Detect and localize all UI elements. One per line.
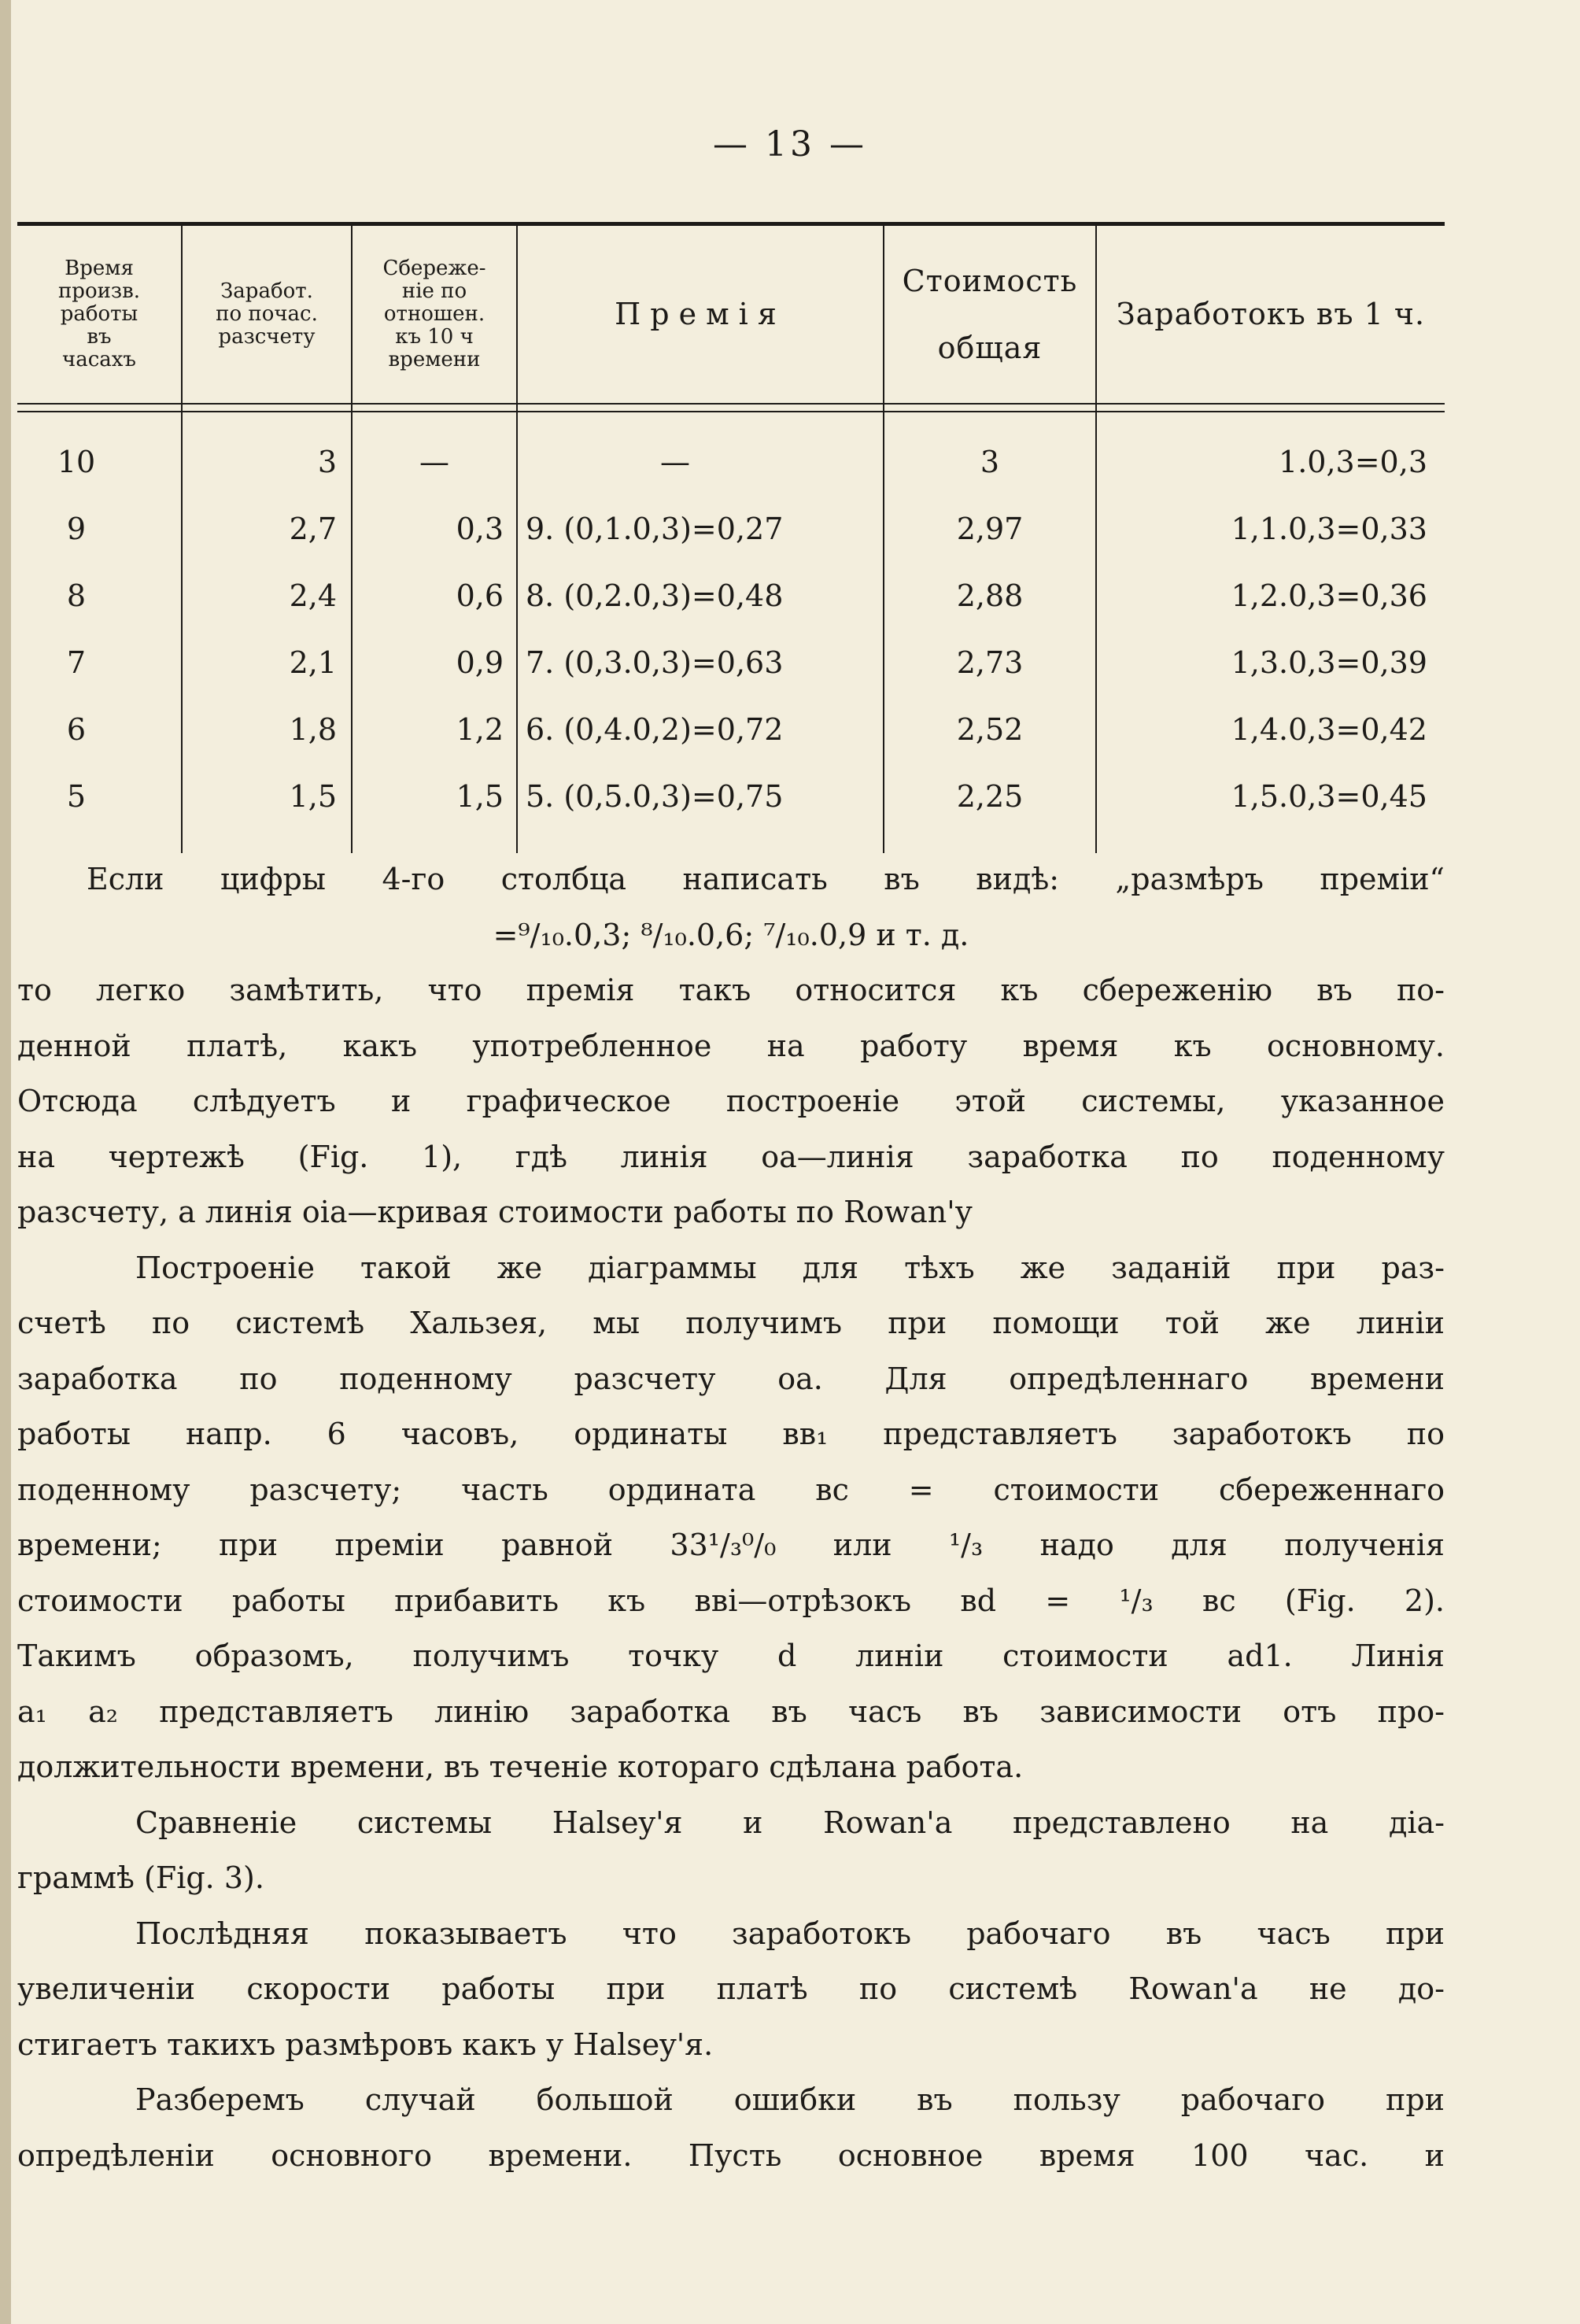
cell-total-cost: 3	[980, 444, 1000, 479]
cell-savings: 0,3	[456, 511, 504, 546]
cell-time: 5	[66, 778, 87, 814]
text-line: должительности времени, въ теченіе котораго сдѣлана работа.	[17, 1749, 1024, 1784]
cell-time: 8	[66, 578, 87, 613]
cell-hourly: 1,2.0,3=0,36	[1231, 578, 1427, 613]
header-wage: Заработ. по почас. разсчету	[216, 279, 318, 349]
text-line: увеличеніи скорости работы при платѣ по системѣ Rowan'а не до-	[17, 1971, 1445, 2006]
text-line: времени; при преміи равной 33¹/₃⁰/₀ или ¹/₃ надо для полученія	[17, 1528, 1445, 1562]
text-line: поденному разсчету; часть ордината вс = стоимости сбереженнаго	[17, 1472, 1445, 1507]
page-number: — 13 —	[713, 124, 867, 164]
cell-hourly: 1,3.0,3=0,39	[1231, 645, 1427, 680]
text-line: счетѣ по системѣ Хальзея, мы получимъ при помощи той же линіи	[17, 1306, 1445, 1340]
table-header-rule-2	[17, 411, 1445, 412]
cell-time: 6	[66, 711, 87, 747]
text-line: работы напр. 6 часовъ, ординаты вв₁ представляетъ заработокъ по	[17, 1417, 1445, 1451]
cell-wage: 2,7	[289, 511, 337, 546]
header-premium: Премія	[615, 297, 786, 332]
cell-time: 9	[66, 511, 87, 546]
cell-savings: 1,2	[456, 711, 504, 747]
cell-premium: 8. (0,2.0,3)=0,48	[526, 578, 784, 613]
cell-wage: 2,1	[289, 645, 337, 680]
cell-savings: 0,9	[456, 645, 504, 680]
cell-wage: 1,5	[289, 778, 337, 814]
cell-time: 10	[57, 444, 96, 479]
cell-total-cost: 2,88	[956, 578, 1024, 613]
text-line: на чертежѣ (Fig. 1), гдѣ линія оа—линія заработка по поденному	[17, 1139, 1445, 1174]
cell-hourly: 1,1.0,3=0,33	[1231, 511, 1427, 546]
text-line: опредѣленіи основного времени. Пусть основное время 100 час. и	[17, 2137, 1445, 2173]
table-row	[17, 696, 1445, 763]
text-line: Если цифры 4-го столбца написать въ видѣ: „размѣръ преміи“	[87, 862, 1445, 896]
header-savings: Сбереже- ніе по отношен. къ 10 ч времени	[382, 256, 486, 372]
header-time: Время произв. работы въ часахъ	[57, 256, 141, 372]
cell-total-cost: 2,52	[956, 711, 1024, 747]
text-line: Послѣдняя показываетъ что заработокъ рабочаго въ часъ при	[135, 1916, 1445, 1951]
text-line: денной платѣ, какъ употребленное на работу время къ основному.	[17, 1028, 1445, 1063]
cell-wage: 2,4	[289, 578, 337, 613]
text-line: a₁ a₂ представляетъ линію заработка въ часъ въ зависимости отъ про-	[17, 1694, 1445, 1729]
table-row	[17, 428, 1445, 495]
text-line: разсчету, а линія оіа—кривая стоимости работы по Rowan'у	[17, 1195, 973, 1229]
text-line: =⁹/₁₀.0,3; ⁸/₁₀.0,6; ⁷/₁₀.0,9 и т. д.	[493, 917, 969, 952]
text-line: стигаетъ такихъ размѣровъ какъ у Halsey'я.	[17, 2027, 714, 2062]
cell-total-cost: 2,25	[956, 778, 1024, 814]
text-line: Такимъ образомъ, получимъ точку d линіи стоимости ad1. Линія	[17, 1639, 1445, 1673]
text-line: Отсюда слѣдуетъ и графическое построеніе этой системы, указанное	[17, 1084, 1445, 1118]
cell-total-cost: 2,97	[956, 511, 1024, 546]
table-row	[17, 562, 1445, 629]
table-header-rule-1	[17, 403, 1445, 405]
table-row	[17, 763, 1445, 829]
text-line: заработка по поденному разсчету оа. Для опредѣленнаго времени	[17, 1361, 1445, 1396]
text-line: стоимости работы прибавить къ ввi—отрѣзокъ вd = ¹/₃ вс (Fig. 2).	[17, 1583, 1445, 1618]
cell-time: 7	[66, 645, 87, 680]
cell-premium: 5. (0,5.0,3)=0,75	[526, 778, 784, 814]
header-hourly-earnings: Заработокъ въ 1 ч.	[1116, 297, 1426, 332]
cell-hourly: 1.0,3=0,3	[1279, 444, 1427, 479]
body-text	[17, 852, 1445, 2183]
cell-premium: 9. (0,1.0,3)=0,27	[526, 511, 784, 546]
wage-table	[17, 222, 1445, 859]
cell-savings: 0,6	[456, 578, 504, 613]
text-line: то легко замѣтить, что премія такъ относится къ сбереженію въ по-	[17, 973, 1445, 1007]
header-total-cost: Стоимость общая	[902, 263, 1078, 365]
text-line: Сравненіе системы Halsey'я и Rowan'а представлено на діа-	[135, 1805, 1445, 1840]
cell-hourly: 1,5.0,3=0,45	[1231, 778, 1427, 814]
cell-wage: 1,8	[289, 711, 337, 747]
cell-premium: 7. (0,3.0,3)=0,63	[526, 645, 784, 680]
page-gutter-shadow	[0, 0, 11, 2324]
cell-premium: 6. (0,4.0,2)=0,72	[526, 711, 784, 747]
text-line: граммѣ (Fig. 3).	[17, 1860, 264, 1895]
cell-savings: 1,5	[456, 778, 504, 814]
cell-wage: 3	[317, 444, 337, 479]
table-row	[17, 629, 1445, 696]
cell-total-cost: 2,73	[956, 645, 1024, 680]
table-row	[17, 495, 1445, 562]
cell-savings: —	[419, 444, 449, 479]
cell-hourly: 1,4.0,3=0,42	[1231, 711, 1427, 747]
text-line: Построеніе такой же діаграммы для тѣхъ же заданій при раз-	[135, 1250, 1445, 1285]
text-line: Разберемъ случай большой ошибки въ пользу рабочаго при	[135, 2082, 1445, 2117]
cell-premium: —	[660, 444, 690, 479]
